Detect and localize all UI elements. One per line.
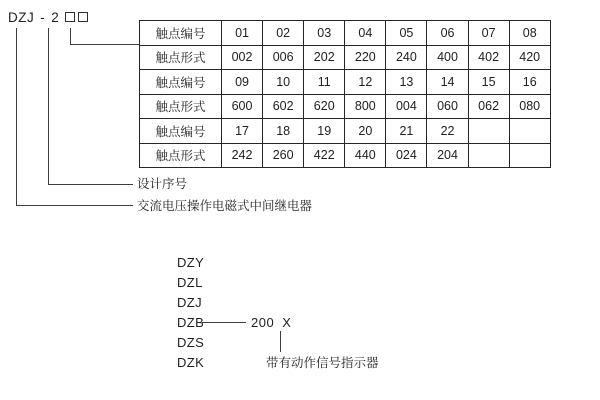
table-cell: 080 — [509, 94, 550, 119]
table-cell: 13 — [386, 70, 427, 95]
table-cell: 242 — [222, 143, 263, 168]
table-cell: 02 — [263, 21, 304, 46]
table-cell: 10 — [263, 70, 304, 95]
table-row — [140, 70, 551, 95]
design-serial-connector-line — [49, 28, 134, 185]
model-item-dzb: DZB — [177, 315, 205, 330]
table-cell: 11 — [304, 70, 345, 95]
table-cell: 08 — [509, 21, 550, 46]
row-header: 触点形式 — [140, 45, 222, 70]
table-cell: 260 — [263, 143, 304, 168]
dzb-suffix-value: 200 — [251, 315, 275, 330]
table-row — [140, 119, 551, 144]
row-header: 触点形式 — [140, 143, 222, 168]
model-item-dzs: DZS — [177, 335, 205, 350]
row-header: 触点编号 — [140, 21, 222, 46]
table-cell: 004 — [386, 94, 427, 119]
table-cell: 20 — [345, 119, 386, 144]
table-cell: 06 — [427, 21, 468, 46]
table-cell: 18 — [263, 119, 304, 144]
table-cell: 800 — [345, 94, 386, 119]
table-cell: 05 — [386, 21, 427, 46]
table-cell: 422 — [304, 143, 345, 168]
table-cell — [509, 119, 550, 144]
table-cell: 202 — [304, 45, 345, 70]
dzb-suffix — [251, 316, 291, 330]
model-code-series: 2 — [51, 9, 60, 25]
table-cell: 03 — [304, 21, 345, 46]
table-cell: 12 — [345, 70, 386, 95]
table-cell — [468, 143, 509, 168]
table-cell: 14 — [427, 70, 468, 95]
model-code-title — [8, 9, 91, 25]
table-row — [140, 94, 551, 119]
row-header: 触点形式 — [140, 94, 222, 119]
relay-description-label: 交流电压操作电磁式中间继电器 — [137, 199, 313, 213]
model-item-dzj: DZJ — [177, 295, 203, 310]
table-row — [140, 143, 551, 168]
table-cell: 400 — [427, 45, 468, 70]
table-cell: 22 — [427, 119, 468, 144]
design-serial-label: 设计序号 — [137, 177, 188, 191]
row-header: 触点编号 — [140, 70, 222, 95]
table-cell: 09 — [222, 70, 263, 95]
contact-code-table — [139, 20, 551, 168]
table-cell — [509, 143, 550, 168]
table-cell: 402 — [468, 45, 509, 70]
dzb-suffix-x: X — [282, 315, 292, 330]
table-cell: 07 — [468, 21, 509, 46]
table-cell: 15 — [468, 70, 509, 95]
table-cell: 006 — [263, 45, 304, 70]
table-cell: 600 — [222, 94, 263, 119]
table-row — [140, 45, 551, 70]
indicator-note: 带有动作信号指示器 — [266, 356, 379, 370]
relay-description-connector-line — [17, 28, 134, 206]
model-prefix-list — [177, 253, 204, 373]
digit-box-to-table-connector-line — [71, 28, 141, 45]
table-cell: 620 — [304, 94, 345, 119]
table-cell: 024 — [386, 143, 427, 168]
table-cell: 04 — [345, 21, 386, 46]
table-row — [140, 21, 551, 46]
table-cell: 19 — [304, 119, 345, 144]
table-cell: 602 — [263, 94, 304, 119]
model-code-dash: - — [40, 9, 46, 25]
table-cell: 002 — [222, 45, 263, 70]
row-header: 触点编号 — [140, 119, 222, 144]
table-cell: 17 — [222, 119, 263, 144]
table-cell: 220 — [345, 45, 386, 70]
table-cell: 420 — [509, 45, 550, 70]
contact-code-placeholder-box-1 — [65, 12, 75, 22]
table-cell: 240 — [386, 45, 427, 70]
table-cell: 440 — [345, 143, 386, 168]
table-cell: 062 — [468, 94, 509, 119]
table-cell: 21 — [386, 119, 427, 144]
model-item-dzl: DZL — [177, 275, 203, 290]
contact-code-placeholder-box-2 — [78, 12, 88, 22]
model-item-dzk: DZK — [177, 355, 205, 370]
table-cell — [468, 119, 509, 144]
table-cell: 16 — [509, 70, 550, 95]
model-item-dzy: DZY — [177, 255, 205, 270]
model-code-prefix: DZJ — [8, 9, 35, 25]
table-cell: 01 — [222, 21, 263, 46]
table-cell: 060 — [427, 94, 468, 119]
table-cell: 204 — [427, 143, 468, 168]
